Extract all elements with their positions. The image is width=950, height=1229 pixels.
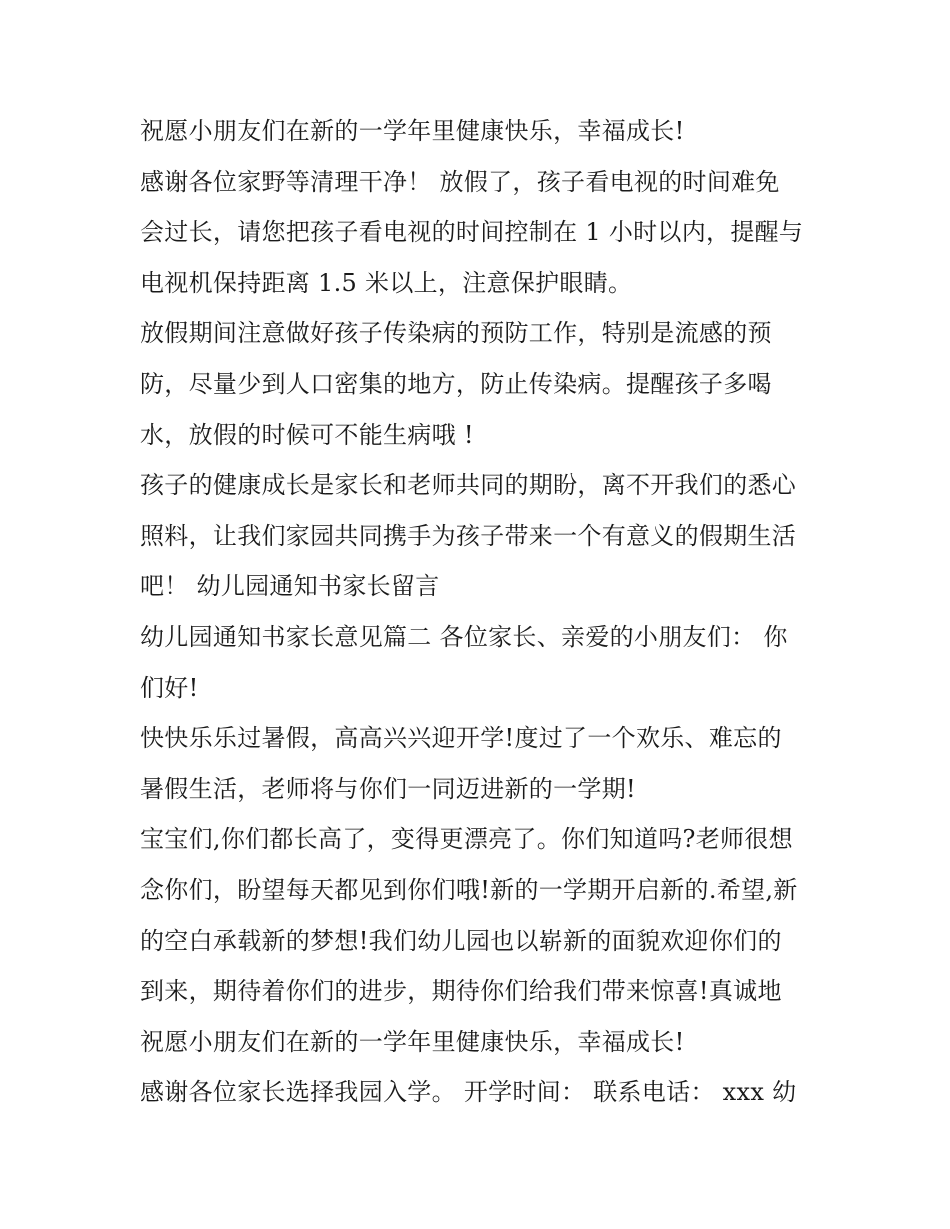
text-line: 孩子的健康成长是家长和老师共同的期盼，离不开我们的悉心 xyxy=(140,471,797,500)
text-line: 快快乐乐过暑假，高高兴兴迎开学!度过了一个欢乐、难忘的 xyxy=(140,724,782,753)
document-body xyxy=(140,106,820,1118)
text-line: 放假期间注意做好孩子传染病的预防工作，特别是流感的预 xyxy=(140,319,772,348)
text-line: 们好! xyxy=(140,673,199,702)
text-line: 感谢各位家野等清理干净！ 放假了，孩子看电视的时间难免 xyxy=(140,167,780,196)
text-line: 的空白承载新的梦想!我们幼儿园也以崭新的面貌欢迎你们的 xyxy=(140,926,782,955)
text-line: 宝宝们,你们都长高了，变得更漂亮了。你们知道吗?老师很想 xyxy=(140,825,793,854)
text-line: 祝愿小朋友们在新的一学年里健康快乐，幸福成长! xyxy=(140,117,685,145)
text-line: 感谢各位家长选择我园入学。 开学时间： 联系电话： xxx 幼 xyxy=(140,1078,797,1107)
text-line: 吧！ 幼儿园通知书家长留言 xyxy=(140,572,440,601)
text-line: 念你们，盼望每天都见到你们哦!新的一学期开启新的.希望,新 xyxy=(140,875,798,904)
text-line: 防，尽量少到人口密集的地方，防止传染病。提醒孩子多喝 xyxy=(140,369,772,398)
text-line: 照料，让我们家园共同携手为孩子带来一个有意义的假期生活 xyxy=(140,521,797,550)
text-line: 会过长，请您把孩子看电视的时间控制在 1 小时以内，提醒与 xyxy=(140,218,804,247)
text-line: 幼儿园通知书家长意见篇二 各位家长、亲爱的小朋友们： 你 xyxy=(140,622,788,651)
text-line: 电视机保持距离 1.5 米以上，注意保护眼睛。 xyxy=(140,268,633,297)
text-line: 暑假生活，老师将与你们一同迈进新的一学期! xyxy=(140,774,636,803)
text-line: 水，放假的时候可不能生病哦 ! xyxy=(140,420,474,449)
text-line: 到来，期待着你们的进步，期待你们给我们带来惊喜!真诚地 xyxy=(140,977,782,1006)
text-line: 祝愿小朋友们在新的一学年里健康快乐，幸福成长! xyxy=(140,1027,685,1056)
